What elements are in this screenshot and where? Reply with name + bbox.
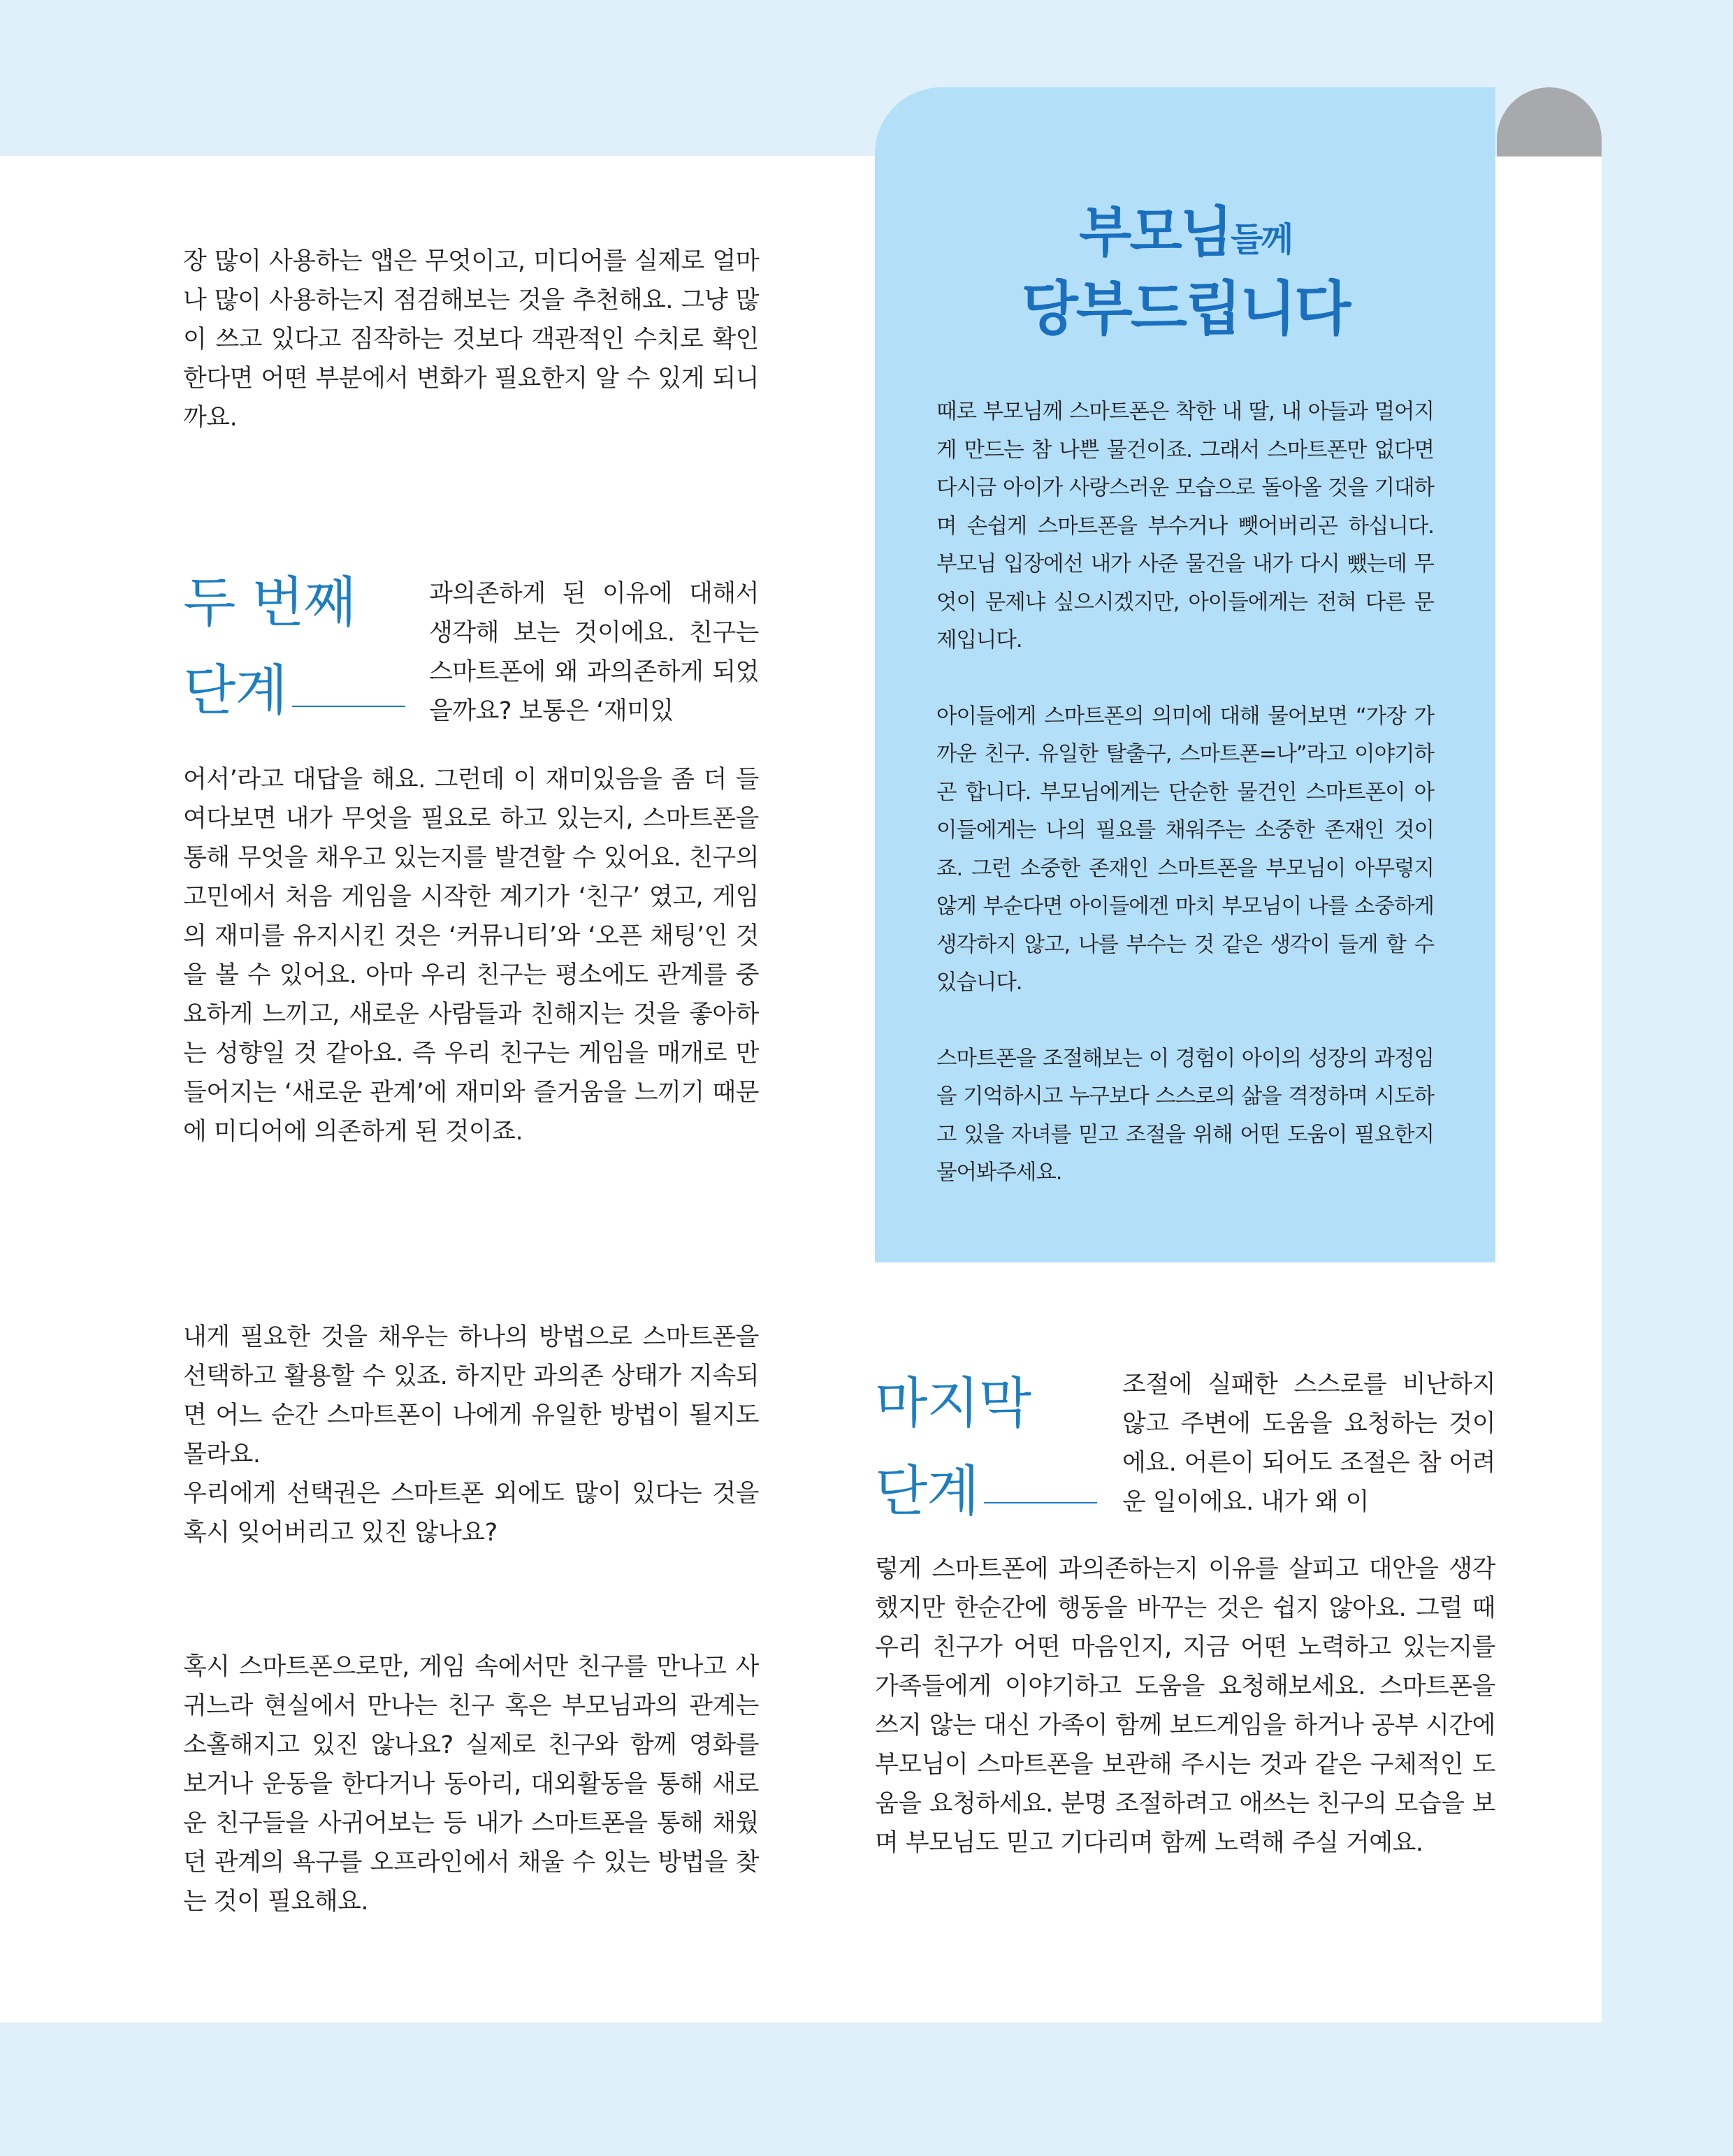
step-two-wrap-text: 과의존하게 된 이유에 대해서 생각해 보는 것이에요. 친구는 스마트폰에 왜 과의존하게 되었을까요? 보통은 ‘재미있 bbox=[429, 580, 759, 725]
final-step-wrap-text: 조절에 실패한 스스로를 비난하지 않고 주변에 도움을 요청하는 것이에요. 어른이 되어도 조절은 참 어려운 일이에요. 내가 왜 이 bbox=[1122, 1371, 1495, 1516]
parents-advice-sidebar bbox=[875, 87, 1495, 1262]
step-two-underline bbox=[292, 706, 405, 707]
final-step-heading-line2: 단계 bbox=[875, 1460, 979, 1523]
final-step-heading bbox=[875, 1360, 1126, 1536]
need-paragraph: 내게 필요한 것을 채우는 하나의 방법으로 스마트폰을 선택하고 활용할 수 있죠. 하지만 과의존 상태가 지속되면 어느 순간 스마트폰이 나에게 유일한 방법이 될지도 몰라요. bbox=[183, 1323, 759, 1469]
sidebar-title-line1 bbox=[875, 198, 1495, 275]
need-paragraphs bbox=[183, 1318, 759, 1552]
step-two-heading bbox=[183, 559, 414, 735]
step-two-heading-line1: 두 번째 bbox=[183, 571, 356, 634]
friends-paragraph: 혹시 스마트폰으로만, 게임 속에서만 친구를 만나고 사귀느라 현실에서 만나는 친구 혹은 부모님과의 관계는 소홀해지고 있진 않나요? 실제로 친구와 함께 영화를 보거나 운동을 한다거나 동아리, 대외활동을 통해 새로운 친구들을 사귀어보는 등 내가 스마트폰을 통해 채웠던 관계의 욕구를 오프라인에서 채울 수 있는 방법을 찾는 것이 필요해요. bbox=[183, 1653, 759, 1916]
intro-paragraph: 장 많이 사용하는 앱은 무엇이고, 미디어를 실제로 얼마나 많이 사용하는지 점검해보는 것을 추천해요. 그냥 많이 쓰고 있다고 짐작하는 것보다 객관적인 수치로 확인한다면 어떤 부분에서 변화가 필요한지 알 수 있게 되니까요. bbox=[183, 247, 759, 432]
sidebar-title-suffix: 들께 bbox=[1231, 220, 1291, 259]
final-step-underline bbox=[984, 1502, 1097, 1503]
sidebar-paragraph-1: 때로 부모님께 스마트폰은 착한 내 딸, 내 아들과 멀어지게 만드는 참 나쁜 물건이죠. 그래서 스마트폰만 없다면 다시금 아이가 사랑스러운 모습으로 돌아올 것을 기대하며 손쉽게 스마트폰을 부수거나 뺏어버리곤 하십니다. 부모님 입장에선 내가 사준 물건을 내가 다시 뺐는데 무엇이 문제냐 싶으시겠지만, 아이들에게는 전혀 다른 문제입니다. bbox=[936, 400, 1434, 653]
sidebar-paragraph-2: 아이들에게 스마트폰의 의미에 대해 물어보면 “가장 가까운 친구. 유일한 탈출구, 스마트폰=나”라고 이야기하곤 합니다. 부모님에게는 단순한 물건인 스마트폰이 아이들에게는 나의 필요를 채워주는 소중한 존재인 것이죠. 그런 소중한 존재인 스마트폰을 부모님이 아무렇지 않게 부순다면 아이들에겐 마치 부모님이 나를 소중하게 생각하지 않고, 나를 부수는 것 같은 생각이 들게 할 수 있습니다. bbox=[936, 704, 1434, 995]
choice-paragraph: 우리에게 선택권은 스마트폰 외에도 많이 있다는 것을 혹시 잊어버리고 있진 않나요? bbox=[183, 1480, 759, 1547]
final-step-body: 렇게 스마트폰에 과의존하는지 이유를 살피고 대안을 생각했지만 한순간에 행동을 바꾸는 것은 쉽지 않아요. 그럴 때 우리 친구가 어떤 마음인지, 지금 어떤 노력하고 있는지를 가족들에게 이야기하고 도움을 요청해보세요. 스마트폰을 쓰지 않는 대신 가족이 함께 보드게임을 하거나 공부 시간에 부모님이 스마트폰을 보관해 주시는 것과 같은 구체적인 도움을 요청하세요. 분명 조절하려고 애쓰는 친구의 모습을 보며 부모님도 믿고 기다리며 함께 노력해 주실 거예요. bbox=[875, 1555, 1495, 1857]
sidebar-paragraph-3: 스마트폰을 조절해보는 이 경험이 아이의 성장의 과정임을 기억하시고 누구보다 스스로의 삶을 격정하며 시도하고 있을 자녀를 믿고 조절을 위해 어떤 도움이 필요한지 물어봐주세요. bbox=[936, 1046, 1434, 1185]
sidebar-body bbox=[936, 393, 1434, 1230]
final-step-heading-line1: 마지막 bbox=[875, 1372, 1031, 1435]
sidebar-title-main: 부모님 bbox=[1079, 201, 1231, 264]
sidebar-tab bbox=[1497, 87, 1602, 156]
sidebar-title-line2: 당부드립니다 bbox=[1021, 275, 1349, 343]
step-two-body: 어서’라고 대답을 해요. 그런데 이 재미있음을 좀 더 들여다보면 내가 무엇을 필요로 하고 있는지, 스마트폰을 통해 무엇을 채우고 있는지를 발견할 수 있어요. 친구의 고민에서 처음 게임을 시작한 계기가 ‘친구’ 였고, 게임의 재미를 유지시킨 것은 ‘커뮤니티’와 ‘오픈 채팅’인 것을 볼 수 있어요. 아마 우리 친구는 평소에도 관계를 중요하게 느끼고, 새로운 사람들과 친해지는 것을 좋아하는 성향일 것 같아요. 즉 우리 친구는 게임을 매개로 만들어지는 ‘새로운 관계’에 재미와 즐거움을 느끼기 때문에 미디어에 의존하게 된 것이죠. bbox=[183, 766, 759, 1146]
step-two-heading-line2: 단계 bbox=[183, 660, 287, 722]
